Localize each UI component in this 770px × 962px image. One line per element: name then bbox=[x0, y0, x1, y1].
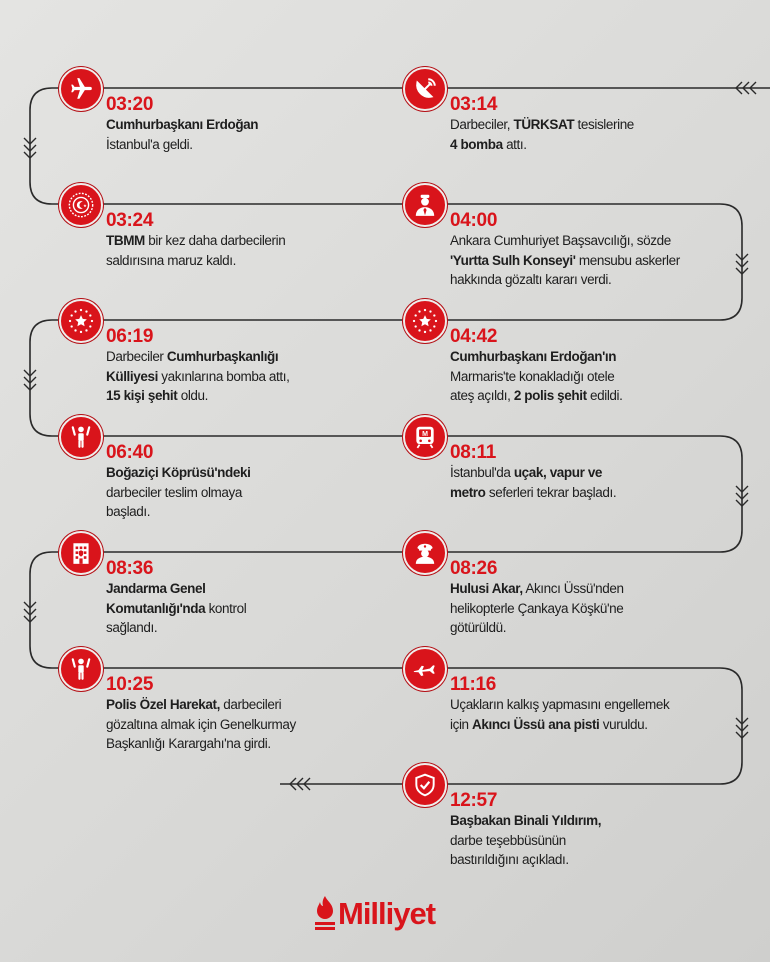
text-segment: İstanbul'a geldi. bbox=[106, 136, 193, 152]
event-description bbox=[450, 463, 750, 502]
event-description bbox=[450, 347, 750, 406]
bold-text: Cumhurbaşkanlığı bbox=[166, 349, 279, 364]
bold-text: Komutanlığı'nda bbox=[106, 600, 206, 616]
event-time: 03:20 bbox=[106, 94, 154, 115]
prosecutor-icon bbox=[403, 183, 447, 227]
event-time: 06:19 bbox=[106, 326, 154, 347]
bold-text: 4 bomba bbox=[450, 136, 503, 152]
event-description bbox=[450, 231, 750, 290]
text-segment: bastırıldığını açıkladı. bbox=[450, 852, 569, 867]
surrender-icon bbox=[59, 415, 103, 459]
text-segment: gözaltına almak için Genelkurmay bbox=[106, 716, 296, 732]
tbmm-emblem-icon bbox=[59, 183, 103, 227]
event-time: 04:00 bbox=[450, 210, 498, 231]
event-time: 03:14 bbox=[450, 94, 498, 115]
text-segment: sağlandı. bbox=[106, 620, 158, 635]
text-segment: hakkında gözaltı kararı verdi. bbox=[450, 272, 612, 287]
description-line bbox=[106, 502, 406, 522]
description-line bbox=[106, 734, 406, 754]
description-line bbox=[450, 831, 750, 851]
bold-text: Hulusi Akar, bbox=[450, 581, 523, 596]
description-line bbox=[450, 483, 750, 503]
event-time: 11:16 bbox=[450, 674, 497, 695]
event-description bbox=[106, 231, 406, 270]
description-line bbox=[450, 715, 750, 735]
brand-logo bbox=[312, 893, 435, 935]
text-segment: Marmaris'te konakladığı otele bbox=[450, 368, 615, 384]
bold-text: Polis Özel Harekat, bbox=[106, 697, 220, 712]
satellite-dish-icon bbox=[403, 67, 447, 111]
bold-text: Külliyesi bbox=[106, 368, 158, 384]
description-line bbox=[106, 367, 406, 387]
bold-text: TÜRKSAT bbox=[513, 117, 575, 132]
bold-text: 2 polis şehit bbox=[513, 388, 587, 403]
timeline-entry bbox=[450, 442, 750, 502]
bold-text: Boğaziçi Köprüsü'ndeki bbox=[106, 465, 251, 480]
timeline-entry bbox=[450, 94, 750, 154]
officer-icon bbox=[403, 531, 447, 575]
description-line bbox=[106, 463, 406, 483]
event-description bbox=[106, 579, 406, 638]
event-description bbox=[106, 347, 406, 406]
timeline-entry bbox=[106, 558, 406, 638]
jet-icon bbox=[403, 647, 447, 691]
flame-logo-icon bbox=[312, 895, 338, 933]
presidential-seal-icon bbox=[59, 299, 103, 343]
description-line bbox=[106, 386, 406, 406]
surrender-icon bbox=[59, 647, 103, 691]
description-line bbox=[450, 231, 750, 251]
text-segment: tesislerine bbox=[574, 117, 634, 132]
description-line bbox=[106, 251, 406, 271]
event-time: 08:11 bbox=[450, 442, 497, 463]
text-segment: için bbox=[450, 716, 473, 732]
timeline-entry bbox=[106, 210, 406, 270]
event-description bbox=[450, 811, 750, 870]
text-segment: Darbeciler bbox=[106, 349, 167, 364]
description-line bbox=[450, 135, 750, 155]
svg-text:M: M bbox=[422, 430, 428, 438]
description-line bbox=[450, 367, 750, 387]
bold-text: TBMM bbox=[106, 233, 145, 248]
text-segment: edildi. bbox=[586, 388, 623, 403]
text-segment: helikopterle Çankaya Köşkü'ne bbox=[450, 600, 624, 616]
shield-check-icon bbox=[403, 763, 447, 807]
bold-text: Cumhurbaşkanı Erdoğan bbox=[106, 117, 259, 132]
description-line bbox=[106, 695, 406, 715]
timeline-entry bbox=[450, 210, 750, 290]
event-time: 04:42 bbox=[450, 326, 498, 347]
description-line bbox=[450, 386, 750, 406]
timeline-entry bbox=[450, 558, 750, 638]
timeline-entry bbox=[450, 326, 750, 406]
description-line bbox=[450, 579, 750, 599]
text-segment: İstanbul'da bbox=[450, 465, 514, 480]
event-time: 12:57 bbox=[450, 790, 498, 811]
event-time: 08:36 bbox=[106, 558, 154, 579]
event-description bbox=[450, 579, 750, 638]
event-time: 08:26 bbox=[450, 558, 498, 579]
text-segment: seferleri tekrar başladı. bbox=[485, 484, 617, 500]
airplane-icon bbox=[59, 67, 103, 111]
timeline-entry bbox=[106, 94, 406, 154]
event-description bbox=[450, 115, 750, 154]
description-line bbox=[106, 599, 406, 619]
event-description bbox=[106, 115, 406, 154]
text-segment: Uçakların kalkış yapmasını engellemek bbox=[450, 697, 670, 712]
text-segment: mensubu askerler bbox=[575, 252, 680, 268]
description-line bbox=[450, 599, 750, 619]
bold-text: metro bbox=[450, 484, 486, 500]
description-line bbox=[450, 251, 750, 271]
presidential-seal-icon bbox=[403, 299, 447, 343]
description-line bbox=[450, 270, 750, 290]
text-segment: darbeciler teslim olmaya bbox=[106, 484, 242, 500]
timeline-entry bbox=[450, 790, 750, 870]
bold-text: 15 kişi şehit bbox=[106, 388, 178, 403]
text-segment: ateş açıldı, bbox=[450, 388, 514, 403]
text-segment: saldırısına maruz kaldı. bbox=[106, 252, 236, 268]
text-segment: Akıncı Üssü'nden bbox=[522, 581, 624, 596]
event-time: 06:40 bbox=[106, 442, 154, 463]
timeline-entry bbox=[450, 674, 750, 734]
description-line bbox=[450, 115, 750, 135]
event-time: 10:25 bbox=[106, 674, 154, 695]
text-segment: Darbeciler, bbox=[450, 117, 514, 132]
description-line bbox=[450, 463, 750, 483]
timeline-entry bbox=[106, 326, 406, 406]
description-line bbox=[450, 850, 750, 870]
text-segment: Başkanlığı Karargahı'na girdi. bbox=[106, 736, 271, 751]
text-segment: bir kez daha darbecilerin bbox=[144, 233, 286, 248]
text-segment: başladı. bbox=[106, 504, 151, 519]
description-line bbox=[450, 695, 750, 715]
text-segment: kontrol bbox=[205, 600, 247, 616]
description-line bbox=[106, 618, 406, 638]
description-line bbox=[106, 115, 406, 135]
bold-text: Jandarma Genel bbox=[106, 581, 206, 596]
bold-text: Cumhurbaşkanı Erdoğan'ın bbox=[450, 349, 617, 364]
text-segment: vuruldu. bbox=[599, 716, 648, 732]
text-segment: darbe teşebbüsünün bbox=[450, 832, 566, 848]
timeline-entry bbox=[106, 442, 406, 522]
description-line bbox=[106, 347, 406, 367]
description-line bbox=[450, 347, 750, 367]
description-line bbox=[106, 231, 406, 251]
text-segment: attı. bbox=[502, 136, 527, 152]
bold-text: uçak, vapur ve bbox=[513, 465, 603, 480]
text-segment: darbecileri bbox=[219, 697, 282, 712]
brand-name: Milliyet bbox=[338, 896, 436, 931]
event-time: 03:24 bbox=[106, 210, 154, 231]
bold-text: Akıncı Üssü ana pisti bbox=[472, 716, 600, 732]
event-description bbox=[106, 695, 406, 754]
description-line bbox=[106, 483, 406, 503]
event-description bbox=[106, 463, 406, 522]
description-line bbox=[106, 135, 406, 155]
text-segment: yakınlarına bomba attı, bbox=[157, 368, 290, 384]
event-description bbox=[450, 695, 750, 734]
bold-text: 'Yurtta Sulh Konseyi' bbox=[450, 252, 576, 268]
description-line bbox=[106, 579, 406, 599]
bold-text: Başbakan Binali Yıldırım, bbox=[450, 813, 602, 828]
description-line bbox=[450, 618, 750, 638]
description-line bbox=[106, 715, 406, 735]
building-icon bbox=[59, 531, 103, 575]
text-segment: oldu. bbox=[177, 388, 208, 403]
text-segment: götürüldü. bbox=[450, 620, 507, 635]
timeline-entry bbox=[106, 674, 406, 754]
text-segment: Ankara Cumhuriyet Başsavcılığı, sözde bbox=[450, 233, 671, 248]
metro-icon bbox=[403, 415, 447, 459]
description-line bbox=[450, 811, 750, 831]
